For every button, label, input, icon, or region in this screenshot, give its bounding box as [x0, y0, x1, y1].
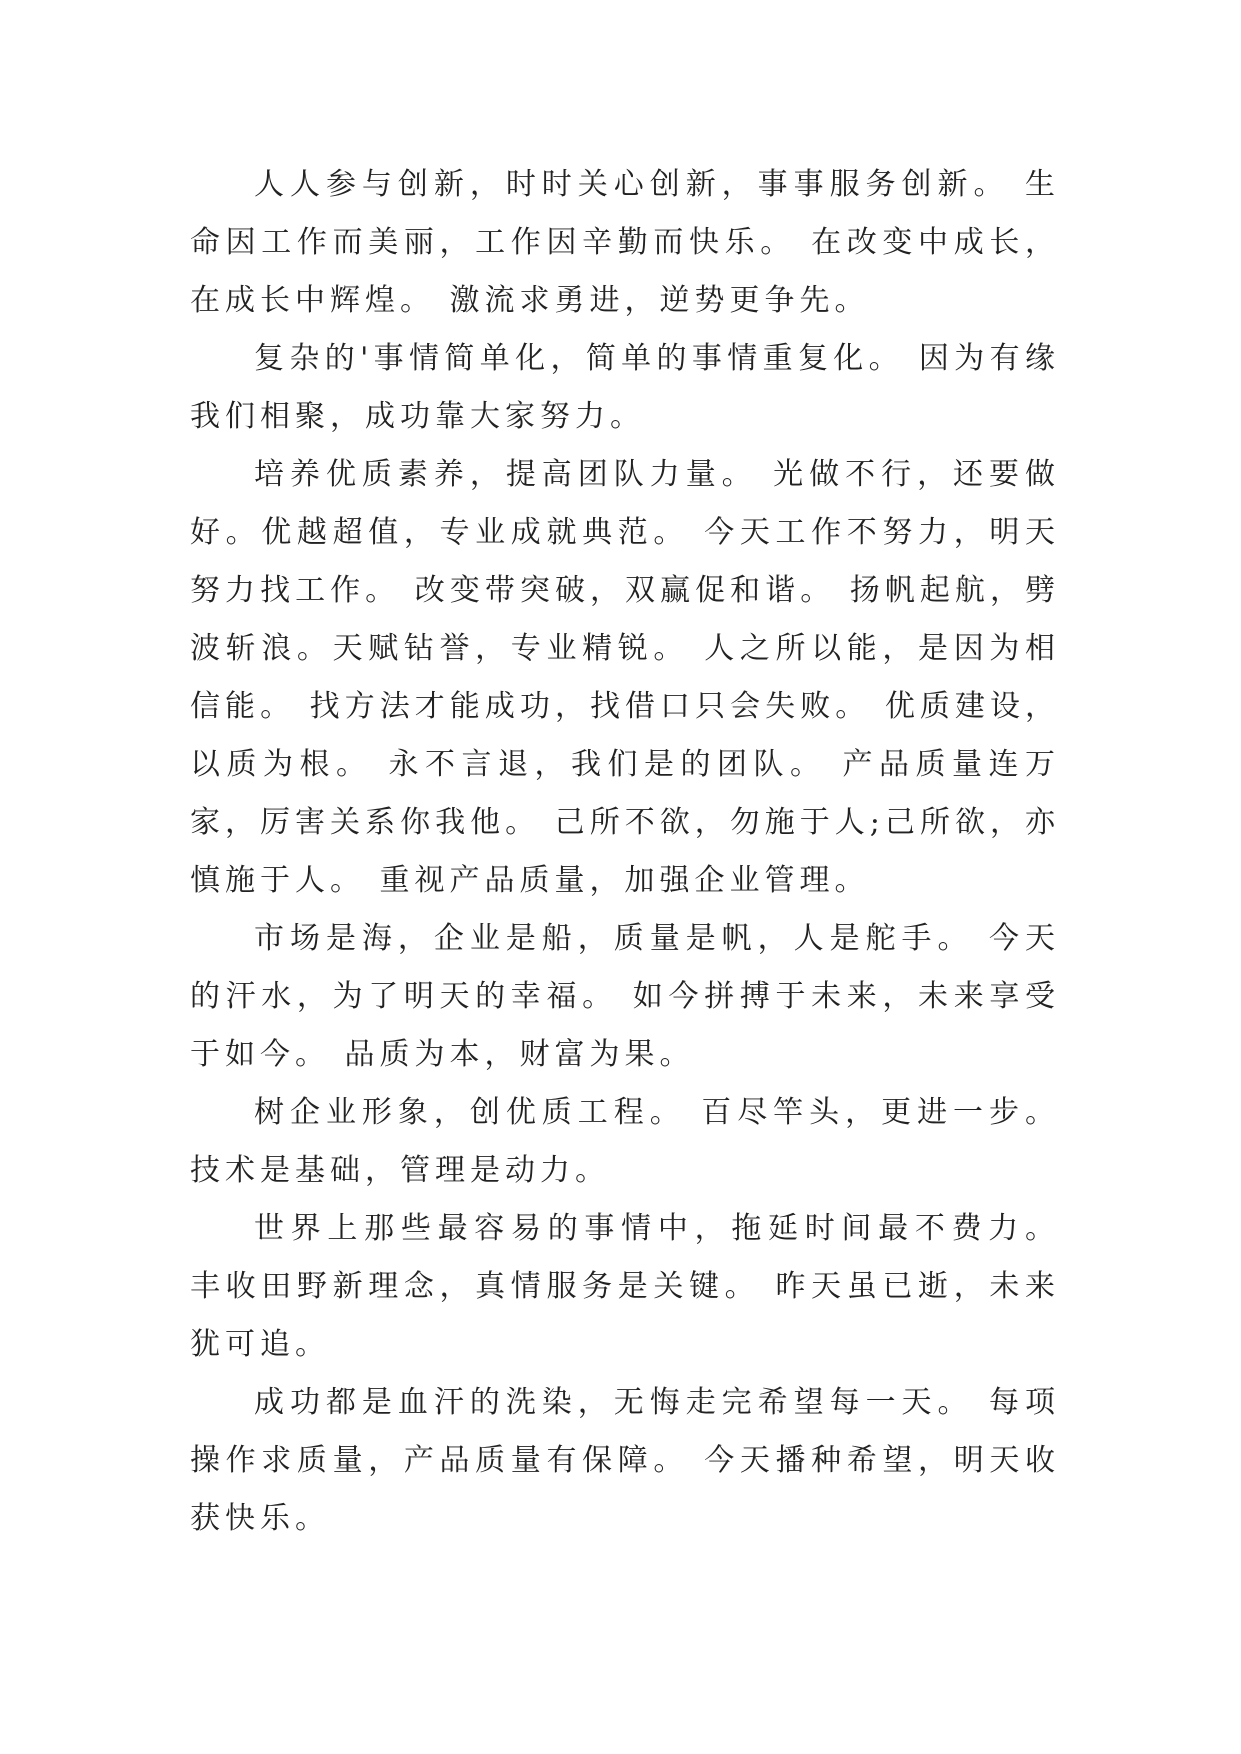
- paragraph: 树企业形象，创优质工程。 百尽竿头，更进一步。 技术是基础，管理是动力。: [190, 1095, 1060, 1188]
- document-body: [190, 156, 1060, 1548]
- paragraph: 培养优质素养，提高团队力量。 光做不行，还要做好。优越超值，专业成就典范。 今天工作不努力，明天努力找工作。 改变带突破，双赢促和谐。 扬帆起航，劈波斩浪。天赋钻誉，专业精锐。 人之所以能，是因为相信能。 找方法才能成功，找借口只会失败。 优质建设，以质为根。 永不言退，我们是的团队。 产品质量连万家，厉害关系你我他。 己所不欲，勿施于人;己所欲，亦慎施于人。 重视产品质量，加强企业管理。: [190, 457, 1060, 898]
- paragraph: 人人参与创新，时时关心创新，事事服务创新。 生命因工作而美丽，工作因辛勤而快乐。 在改变中成长，在成长中辉煌。 激流求勇进，逆势更争先。: [190, 167, 1060, 318]
- paragraph: 世界上那些最容易的事情中，拖延时间最不费力。 丰收田野新理念，真情服务是关键。 昨天虽已逝，未来犹可追。: [190, 1211, 1060, 1362]
- paragraph: 成功都是血汗的洗染，无悔走完希望每一天。 每项操作求质量，产品质量有保障。 今天播种希望，明天收获快乐。: [190, 1385, 1060, 1536]
- paragraph: 市场是海，企业是船，质量是帆，人是舵手。 今天的汗水，为了明天的幸福。 如今拼搏于未来，未来享受于如今。 品质为本，财富为果。: [190, 921, 1060, 1072]
- paragraph: 复杂的'事情简单化，简单的事情重复化。 因为有缘我们相聚，成功靠大家努力。: [190, 341, 1060, 434]
